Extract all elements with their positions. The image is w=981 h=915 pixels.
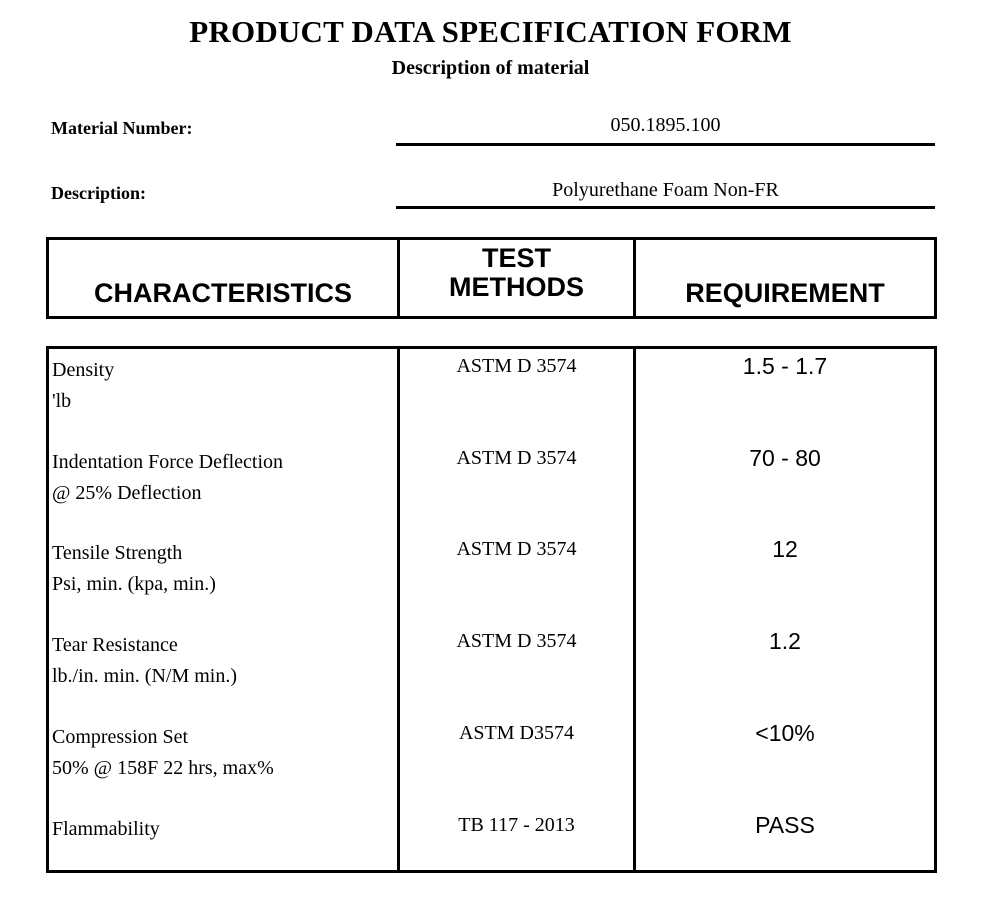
characteristic-unit: 'lb: [52, 390, 72, 412]
table-header: [46, 237, 937, 319]
characteristic-cell: [52, 538, 216, 600]
spec-table: [46, 346, 937, 873]
requirement-cell: PASS: [755, 812, 815, 838]
characteristic-name: Tensile Strength: [52, 542, 183, 564]
header-test-methods-line2: METHODS: [449, 272, 584, 302]
test-method-cell: ASTM D 3574: [456, 355, 577, 377]
characteristic-unit: Psi, min. (kpa, min.): [52, 573, 216, 595]
characteristic-unit: lb./in. min. (N/M min.): [52, 665, 237, 687]
characteristic-cell: [52, 355, 114, 417]
characteristic-name: Density: [52, 359, 115, 381]
characteristic-name: Indentation Force Deflection: [52, 451, 284, 473]
characteristic-unit: 50% @ 158F 22 hrs, max%: [52, 757, 274, 779]
form-subtitle: Description of material: [391, 57, 590, 79]
table-row-tear-resistance: [49, 624, 934, 716]
characteristic-unit: @ 25% Deflection: [52, 482, 202, 504]
description-label: Description:: [51, 183, 146, 203]
material-number-value: 050.1895.100: [396, 114, 935, 146]
test-method-cell: ASTM D 3574: [456, 538, 577, 560]
table-row-tensile-strength: [49, 532, 934, 624]
table-row-density: [49, 349, 934, 441]
characteristic-name: Flammability: [52, 818, 160, 840]
requirement-cell: 12: [772, 536, 798, 562]
characteristic-name: Tear Resistance: [52, 634, 178, 656]
test-method-cell: ASTM D 3574: [456, 630, 577, 652]
characteristic-cell: [52, 722, 274, 784]
description-value: Polyurethane Foam Non-FR: [396, 179, 935, 209]
header-characteristics: CHARACTERISTICS: [93, 278, 352, 308]
test-method-cell: ASTM D3574: [458, 722, 574, 744]
table-row-compression-set: [49, 716, 934, 808]
characteristic-cell: [52, 814, 160, 845]
header-test-methods-line1: TEST: [481, 243, 551, 273]
table-row-flammability: [49, 808, 934, 900]
form-title: PRODUCT DATA SPECIFICATION FORM: [189, 14, 792, 49]
header-test-methods: [397, 240, 633, 316]
test-method-cell: ASTM D 3574: [456, 447, 577, 469]
requirement-cell: 1.5 - 1.7: [742, 353, 828, 379]
table-row-indentation-force-deflection: [49, 441, 934, 533]
characteristic-cell: [52, 447, 283, 509]
requirement-cell: 1.2: [769, 628, 801, 654]
test-method-cell: TB 117 - 2013: [458, 814, 575, 836]
characteristic-cell: [52, 630, 237, 692]
requirement-cell: 70 - 80: [749, 445, 821, 471]
requirement-cell: <10%: [755, 720, 815, 746]
header-requirement: REQUIREMENT: [633, 240, 934, 316]
characteristic-name: Compression Set: [52, 726, 189, 748]
material-number-label: Material Number:: [51, 118, 193, 138]
